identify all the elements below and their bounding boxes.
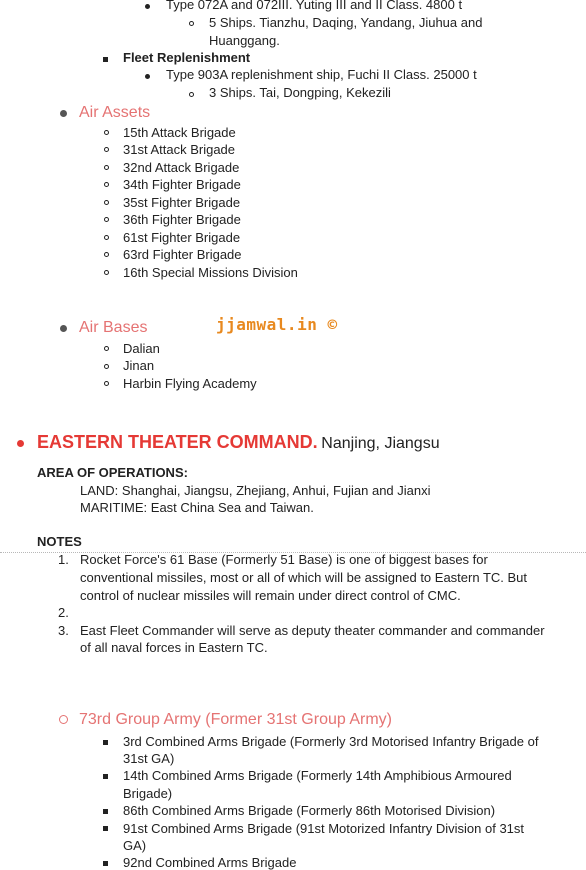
bullet <box>103 57 108 62</box>
list-item-cont: GA) <box>123 838 147 853</box>
type072-text: Type 072A and 072III. Yuting III and II Class. 4800 t <box>166 0 463 12</box>
list-item: 34th Fighter Brigade <box>123 177 241 192</box>
ships903-text: 3 Ships. Tai, Dongping, Kekezili <box>209 85 391 100</box>
bullet <box>103 809 108 814</box>
list-item: 32nd Attack Brigade <box>123 160 240 175</box>
bullet <box>104 235 109 240</box>
bullet <box>104 346 109 351</box>
bullet <box>104 130 109 135</box>
bullet <box>103 740 108 745</box>
list-item: 14th Combined Arms Brigade (Formerly 14th Amphibious Armoured <box>123 768 512 783</box>
list-item: 3rd Combined Arms Brigade (Formerly 3rd Motorised Infantry Brigade of <box>123 734 539 749</box>
bullet <box>104 182 109 187</box>
ships072-line2: Huanggang. <box>209 33 280 48</box>
note-number: 1. <box>58 552 69 567</box>
eastern-theater-heading <box>37 432 440 453</box>
bullet <box>145 4 150 9</box>
bullet <box>17 440 24 447</box>
list-item: 16th Special Missions Division <box>123 265 298 280</box>
note1-line1: Rocket Force's 61 Base (Formerly 51 Base) is one of biggest bases for <box>80 552 488 567</box>
aoo-label: AREA OF OPERATIONS: <box>37 465 188 480</box>
list-item: 36th Fighter Brigade <box>123 212 241 227</box>
bullet <box>104 165 109 170</box>
bullet <box>104 200 109 205</box>
aoo-land: LAND: Shanghai, Jiangsu, Zhejiang, Anhui, Fujian and Jianxi <box>80 483 431 498</box>
bullet <box>103 826 108 831</box>
bullet <box>60 110 67 117</box>
bullet <box>104 381 109 386</box>
aoo-maritime: MARITIME: East China Sea and Taiwan. <box>80 500 314 515</box>
list-item: Jinan <box>123 358 155 373</box>
note-number: 3. <box>58 623 69 638</box>
bullet <box>104 364 109 369</box>
bullet <box>104 147 109 152</box>
bullet <box>60 325 67 332</box>
note3-line1: East Fleet Commander will serve as deputy theater commander and commander <box>80 623 545 638</box>
bullet <box>104 252 109 257</box>
list-item: 61st Fighter Brigade <box>123 230 241 245</box>
note1-line2: conventional missiles, most or all of which will be assigned to Eastern TC. But <box>80 570 528 585</box>
bullet <box>104 270 109 275</box>
list-item: 91st Combined Arms Brigade (91st Motorized Infantry Division of 31st <box>123 821 525 836</box>
watermark-text: jjamwal.in © <box>216 315 338 334</box>
notes-label: NOTES <box>37 534 82 549</box>
note3-line2: of all naval forces in Eastern TC. <box>80 640 268 655</box>
bullet <box>104 217 109 222</box>
list-item: Dalian <box>123 341 160 356</box>
list-item-cont: 31st GA) <box>123 751 175 766</box>
bullet <box>59 715 68 724</box>
theater-location: Nanjing, Jiangsu <box>321 435 440 452</box>
theater-title: EASTERN THEATER COMMAND. <box>37 432 318 452</box>
list-item: 31st Attack Brigade <box>123 142 236 157</box>
note-number: 2. <box>58 605 69 620</box>
ships072-line1: 5 Ships. Tianzhu, Daqing, Yandang, Jiuhua and <box>209 15 483 30</box>
list-item-cont: Brigade) <box>123 786 173 801</box>
list-item: 15th Attack Brigade <box>123 125 236 140</box>
bullet <box>103 774 108 779</box>
list-item: Harbin Flying Academy <box>123 376 257 391</box>
bullet <box>145 74 150 79</box>
type903-text: Type 903A replenishment ship, Fuchi II Class. 25000 t <box>166 67 477 82</box>
list-item: 63rd Fighter Brigade <box>123 247 242 262</box>
army73-heading: 73rd Group Army (Former 31st Group Army) <box>79 711 392 728</box>
air-assets-heading: Air Assets <box>79 104 151 121</box>
note1-line3: control of nuclear missiles will remain under direct control of CMC. <box>80 588 461 603</box>
bullet <box>189 21 194 26</box>
list-item: 92nd Combined Arms Brigade <box>123 855 297 870</box>
air-bases-heading: Air Bases <box>79 319 148 336</box>
bullet <box>189 92 194 97</box>
list-item: 86th Combined Arms Brigade (Formerly 86th Motorised Division) <box>123 803 496 818</box>
list-item: 35st Fighter Brigade <box>123 195 241 210</box>
fleet-replenishment-heading: Fleet Replenishment <box>123 50 251 65</box>
